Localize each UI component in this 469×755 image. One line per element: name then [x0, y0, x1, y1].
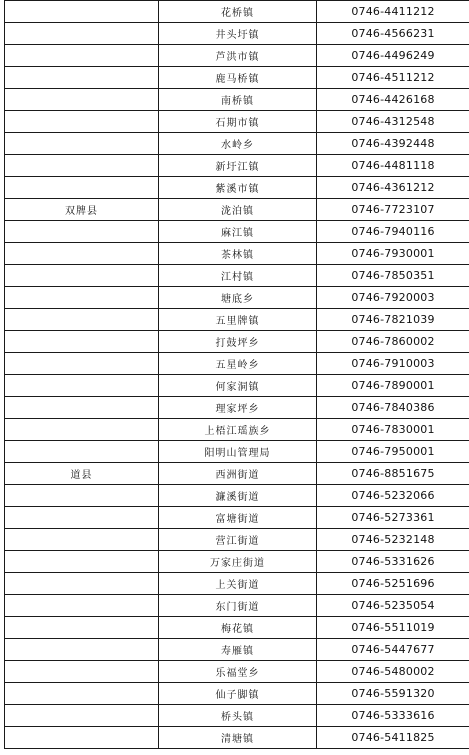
county-cell: [5, 617, 159, 639]
township-name-cell: 上梧江瑶族乡: [159, 419, 317, 441]
phone-number-cell: 0746-7950001: [317, 441, 469, 463]
phone-number-cell: 0746-5232066: [317, 485, 469, 507]
table-row: [5, 155, 469, 177]
township-name-cell: 茶林镇: [159, 243, 317, 265]
township-name-cell: 五里牌镇: [159, 309, 317, 331]
phone-number-cell: 0746-4511212: [317, 67, 469, 89]
phone-number-cell: 0746-7890001: [317, 375, 469, 397]
county-cell: [5, 419, 159, 441]
table-row: [5, 23, 469, 45]
phone-number-cell: 0746-5333616: [317, 705, 469, 727]
phone-number-cell: 0746-5511019: [317, 617, 469, 639]
county-cell: [5, 243, 159, 265]
township-phone-table: [4, 0, 469, 749]
table-row: [5, 661, 469, 683]
phone-number-cell: 0746-8851675: [317, 463, 469, 485]
county-cell: [5, 221, 159, 243]
phone-number-cell: 0746-7821039: [317, 309, 469, 331]
township-name-cell: 江村镇: [159, 265, 317, 287]
township-name-cell: 紫溪市镇: [159, 177, 317, 199]
table-row: [5, 375, 469, 397]
table-row: [5, 89, 469, 111]
county-cell: [5, 67, 159, 89]
phone-number-cell: 0746-4312548: [317, 111, 469, 133]
county-cell: [5, 133, 159, 155]
table-row: [5, 177, 469, 199]
phone-number-cell: 0746-5273361: [317, 507, 469, 529]
county-cell: [5, 265, 159, 287]
phone-number-cell: 0746-5235054: [317, 595, 469, 617]
county-cell: [5, 23, 159, 45]
table-row: [5, 1, 469, 23]
phone-number-cell: 0746-5331626: [317, 551, 469, 573]
county-cell: 双牌县: [5, 199, 159, 221]
county-cell: [5, 727, 159, 749]
phone-number-cell: 0746-5591320: [317, 683, 469, 705]
table-row: [5, 45, 469, 67]
table-row: [5, 331, 469, 353]
township-name-cell: 花桥镇: [159, 1, 317, 23]
table-row: [5, 529, 469, 551]
table-row: [5, 67, 469, 89]
township-name-cell: 鹿马桥镇: [159, 67, 317, 89]
township-name-cell: 营江街道: [159, 529, 317, 551]
phone-number-cell: 0746-7930001: [317, 243, 469, 265]
phone-number-cell: 0746-7940116: [317, 221, 469, 243]
county-cell: [5, 507, 159, 529]
township-name-cell: 富塘街道: [159, 507, 317, 529]
township-name-cell: 新圩江镇: [159, 155, 317, 177]
county-cell: [5, 89, 159, 111]
phone-number-cell: 0746-4566231: [317, 23, 469, 45]
table-body: [5, 1, 469, 749]
table-row: [5, 507, 469, 529]
county-cell: [5, 331, 159, 353]
phone-number-cell: 0746-4411212: [317, 1, 469, 23]
table-row: [5, 683, 469, 705]
phone-number-cell: 0746-4392448: [317, 133, 469, 155]
phone-number-cell: 0746-5411825: [317, 727, 469, 749]
table-row: [5, 705, 469, 727]
phone-number-cell: 0746-5447677: [317, 639, 469, 661]
county-cell: [5, 573, 159, 595]
phone-number-cell: 0746-7830001: [317, 419, 469, 441]
table-row: [5, 265, 469, 287]
township-name-cell: 南桥镇: [159, 89, 317, 111]
township-name-cell: 水岭乡: [159, 133, 317, 155]
table-row: [5, 441, 469, 463]
township-name-cell: 寿雁镇: [159, 639, 317, 661]
phone-number-cell: 0746-7840386: [317, 397, 469, 419]
county-cell: [5, 683, 159, 705]
county-cell: [5, 639, 159, 661]
township-name-cell: 芦洪市镇: [159, 45, 317, 67]
table-row: [5, 199, 469, 221]
township-name-cell: 石期市镇: [159, 111, 317, 133]
table-row: [5, 485, 469, 507]
phone-number-cell: 0746-5232148: [317, 529, 469, 551]
township-name-cell: 理家坪乡: [159, 397, 317, 419]
township-name-cell: 清塘镇: [159, 727, 317, 749]
phone-number-cell: 0746-7850351: [317, 265, 469, 287]
table-row: [5, 595, 469, 617]
table-row: [5, 617, 469, 639]
county-cell: [5, 353, 159, 375]
table-row: [5, 309, 469, 331]
table-row: [5, 397, 469, 419]
county-cell: [5, 595, 159, 617]
township-name-cell: 西洲街道: [159, 463, 317, 485]
table-row: [5, 221, 469, 243]
phone-number-cell: 0746-4496249: [317, 45, 469, 67]
table-row: [5, 353, 469, 375]
township-name-cell: 梅花镇: [159, 617, 317, 639]
county-cell: [5, 309, 159, 331]
township-name-cell: 塘底乡: [159, 287, 317, 309]
table-row: [5, 551, 469, 573]
township-name-cell: 井头圩镇: [159, 23, 317, 45]
contact-directory-sheet: [4, 0, 466, 753]
table-row: [5, 133, 469, 155]
county-cell: [5, 441, 159, 463]
phone-number-cell: 0746-5251696: [317, 573, 469, 595]
phone-number-cell: 0746-7723107: [317, 199, 469, 221]
township-name-cell: 麻江镇: [159, 221, 317, 243]
county-cell: [5, 287, 159, 309]
table-row: [5, 463, 469, 485]
township-name-cell: 桥头镇: [159, 705, 317, 727]
county-cell: [5, 111, 159, 133]
township-name-cell: 何家洞镇: [159, 375, 317, 397]
county-cell: [5, 45, 159, 67]
phone-number-cell: 0746-5480002: [317, 661, 469, 683]
phone-number-cell: 0746-7920003: [317, 287, 469, 309]
township-name-cell: 上关街道: [159, 573, 317, 595]
phone-number-cell: 0746-7910003: [317, 353, 469, 375]
phone-number-cell: 0746-4481118: [317, 155, 469, 177]
township-name-cell: 仙子脚镇: [159, 683, 317, 705]
table-row: [5, 111, 469, 133]
township-name-cell: 东门街道: [159, 595, 317, 617]
county-cell: [5, 551, 159, 573]
table-row: [5, 727, 469, 749]
township-name-cell: 万家庄街道: [159, 551, 317, 573]
phone-number-cell: 0746-7860002: [317, 331, 469, 353]
table-row: [5, 419, 469, 441]
county-cell: 道县: [5, 463, 159, 485]
table-row: [5, 639, 469, 661]
phone-number-cell: 0746-4426168: [317, 89, 469, 111]
township-name-cell: 阳明山管理局: [159, 441, 317, 463]
township-name-cell: 泷泊镇: [159, 199, 317, 221]
township-name-cell: 五星岭乡: [159, 353, 317, 375]
county-cell: [5, 375, 159, 397]
county-cell: [5, 705, 159, 727]
table-row: [5, 243, 469, 265]
township-name-cell: 乐福堂乡: [159, 661, 317, 683]
county-cell: [5, 661, 159, 683]
table-row: [5, 287, 469, 309]
table-row: [5, 573, 469, 595]
county-cell: [5, 397, 159, 419]
township-name-cell: 濂溪街道: [159, 485, 317, 507]
phone-number-cell: 0746-4361212: [317, 177, 469, 199]
county-cell: [5, 485, 159, 507]
county-cell: [5, 177, 159, 199]
county-cell: [5, 529, 159, 551]
county-cell: [5, 1, 159, 23]
county-cell: [5, 155, 159, 177]
township-name-cell: 打鼓坪乡: [159, 331, 317, 353]
